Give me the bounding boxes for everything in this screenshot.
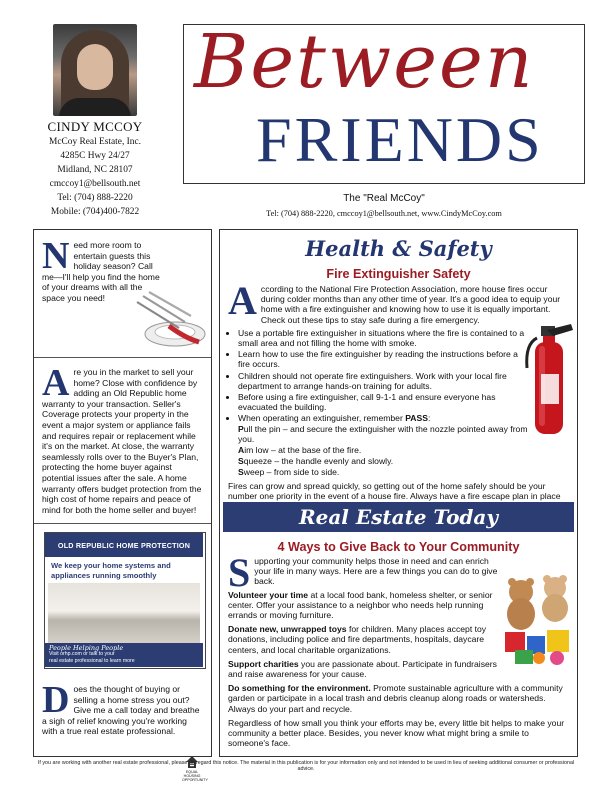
kitchen-image [48,583,200,645]
pass-letter: A [238,445,245,456]
dropcap: N [42,235,70,277]
health-section-title: Health & Safety [305,236,492,261]
masthead-tagline: The "Real McCoy" [343,193,425,204]
list-item: • Before using a fire extinguisher, call 9-1-1 and ensure everyone has evacuated the building. [238,392,528,412]
item-text: for children. Many places accept toy donations, including police and fire departments, hospitals, daycare centers, and local charitable organizations. [228,624,487,655]
sidebar-box-entertain [34,234,211,358]
agent-company: McCoy Real Estate, Inc. [49,137,141,147]
sidebar-box-text: eed more room to entertain guests this holiday season? Call me—I'll help you find the home of your dreams with all the space you need! [42,240,160,303]
toys-icon [501,570,577,666]
sidebar-box-warranty [34,361,211,521]
item-text: Promote sustainable agriculture with a community garden or participate in a local trash and debris cleanup along roads or watersheds. Always do your part and recycle. [228,683,563,714]
item-text: you are passionate about. Participate in fundraisers and raise awareness for your cause. [228,658,497,680]
main-column [219,229,578,757]
pass-letter: S [238,456,244,467]
agent-photo [53,24,137,116]
sidebar-box-text: oes the thought of buying or selling a home stress you out? Give me a call today and breathe a sigh of relief knowing you're working with a true real estate professional. [42,684,200,737]
pass-letter: S [238,467,244,478]
fire-extinguisher-icon [523,324,575,436]
pass-step [238,424,528,444]
health-article-body [228,278,572,515]
item-lead: Donate new, unwrapped toys [228,624,347,635]
dropcap: D [42,679,70,721]
agent-mobile: Mobile: (704)400-7822 [50,207,140,217]
pass-text: im low – at the base of the fire. [244,445,362,456]
item-lead: Support charities [228,658,299,669]
eho-label: EQUAL HOUSING OPPORTUNITY [182,770,208,782]
pass-step [238,445,528,455]
realestate-banner: Real Estate Today [223,502,574,532]
pass-text: weep – from side to side. [243,467,340,478]
pass-word: PASS [405,413,428,424]
realestate-intro: upporting your community helps those in need and can enrich your life in many ways. Here are a few things you can do to give back. [254,556,498,587]
masthead [183,19,585,184]
ad-footer [45,643,203,667]
agent-tel: Tel: (704) 888-2220 [57,193,133,203]
list-item [228,683,572,714]
pass-letter: P [238,423,244,434]
health-closing: Fires can grow and spread quickly, so getting out of the home safely should be your number one priority in the event of a house fire. Always have a fire escape plan in place [228,480,561,501]
masthead-between: Between [194,19,535,105]
divider [34,357,211,358]
pass-text: ull the pin – and secure the extinguisher with the nozzle pointed away from you. [238,423,528,444]
sidebar-box-text: re you in the market to sell your home? Close with confidence by adding an Old Republic home warranty to your transaction. Seller's Coverage protects your property in the event a major system or appliance fails and requires repair or replacement while it's on the market. At close, the warranty seamlessly rolls over to the Buyer's Plan, protecting the home buyer against potential issues after the sale. A home warranty offers budget protection from the high cost of home repairs and peace of mind for both the home seller and buyer! [42,367,202,515]
disclaimer: If you are working with another real estate professional, please disregard this notice. The material in this publication is for your information only and not intended to be used in lieu of seeking additional consumer or professional advice. [37,760,575,772]
sidebar-box-professional [34,678,211,782]
realestate-article-title: 4 Ways to Give Back to Your Community [277,540,520,554]
agent-contact-block [20,119,170,219]
ad-cta-line1: Visit orhp.com or talk to your [49,651,115,658]
list-item: • Children should not operate fire extinguishers. Work with your local fire department to arrange hands-on training for adults. [238,371,528,391]
sidebar [33,229,212,782]
list-item [228,659,500,679]
list-item: • Use a portable fire extinguisher in situations where the fire is contained to a small area and not filling the home with smoke. [238,328,528,348]
divider [34,523,211,524]
health-intro: ccording to the National Fire Protection Association, more house fires occur during colder months than any other time of year. It's a good idea to equip your home with a fire extinguisher and knowing how to use it is equally important. Check out these tips to stay safe during a fire emergency. [260,284,561,325]
item-lead: Do something for the environment. [228,683,371,694]
item-lead: Volunteer your time [228,589,309,600]
list-item [228,590,500,621]
list-item: • When operating an extinguisher, remember PASS: Pull the pin – and secure the extinguisher with the nozzle pointed away from you. Aim low – at the base of the fire. Squeeze – the handle evenly and slowly. Sweep – from side to side. [238,413,528,477]
dropcap: A [228,278,257,323]
pass-list [238,424,528,478]
ad-script: People Helping People [49,644,124,652]
list-item [228,624,500,655]
list-item: • Learn how to use the fire extinguisher by reading the instructions before a fire occurs. [238,349,528,369]
ad-cta-line2: real estate professional to learn more [49,657,135,664]
health-tips-list [228,328,528,478]
masthead-friends: FRIENDS [256,104,544,175]
dropcap: A [42,362,70,404]
realestate-closing: Regardless of how small you think your efforts may be, every little bit helps to make your community a better place. Besides, you never know what might bring a smile to someone's face. [228,717,565,749]
pass-intro: When operating an extinguisher, remember [238,413,406,424]
dropcap: S [228,550,251,595]
pass-step [238,456,528,466]
pass-text: queeze – the handle evenly and slowly. [243,456,394,467]
item-text: at a local food bank, homeless shelter, or senior center. Offer your assistance to a neighbor who needs help running errands or moving furniture. [228,589,493,621]
ad-brand: OLD REPUBLIC HOME PROTECTION [45,533,203,557]
agent-name: CINDY MCCOY [47,119,143,134]
masthead-contact: Tel: (704) 888-2220, cmccoy1@bellsouth.net, www.CindyMcCoy.com [266,209,502,218]
dinnerware-icon [129,286,207,354]
pass-step [238,467,528,477]
health-article-title: Fire Extinguisher Safety [326,267,471,281]
agent-address-line1: 4285C Hwy 24/27 [60,151,130,161]
agent-address-line2: Midland, NC 28107 [57,165,133,175]
old-republic-ad[interactable] [44,532,206,669]
ad-tagline: We keep your home systems and appliances running smoothly [51,561,171,580]
agent-email[interactable]: cmccoy1@bellsouth.net [49,179,141,189]
